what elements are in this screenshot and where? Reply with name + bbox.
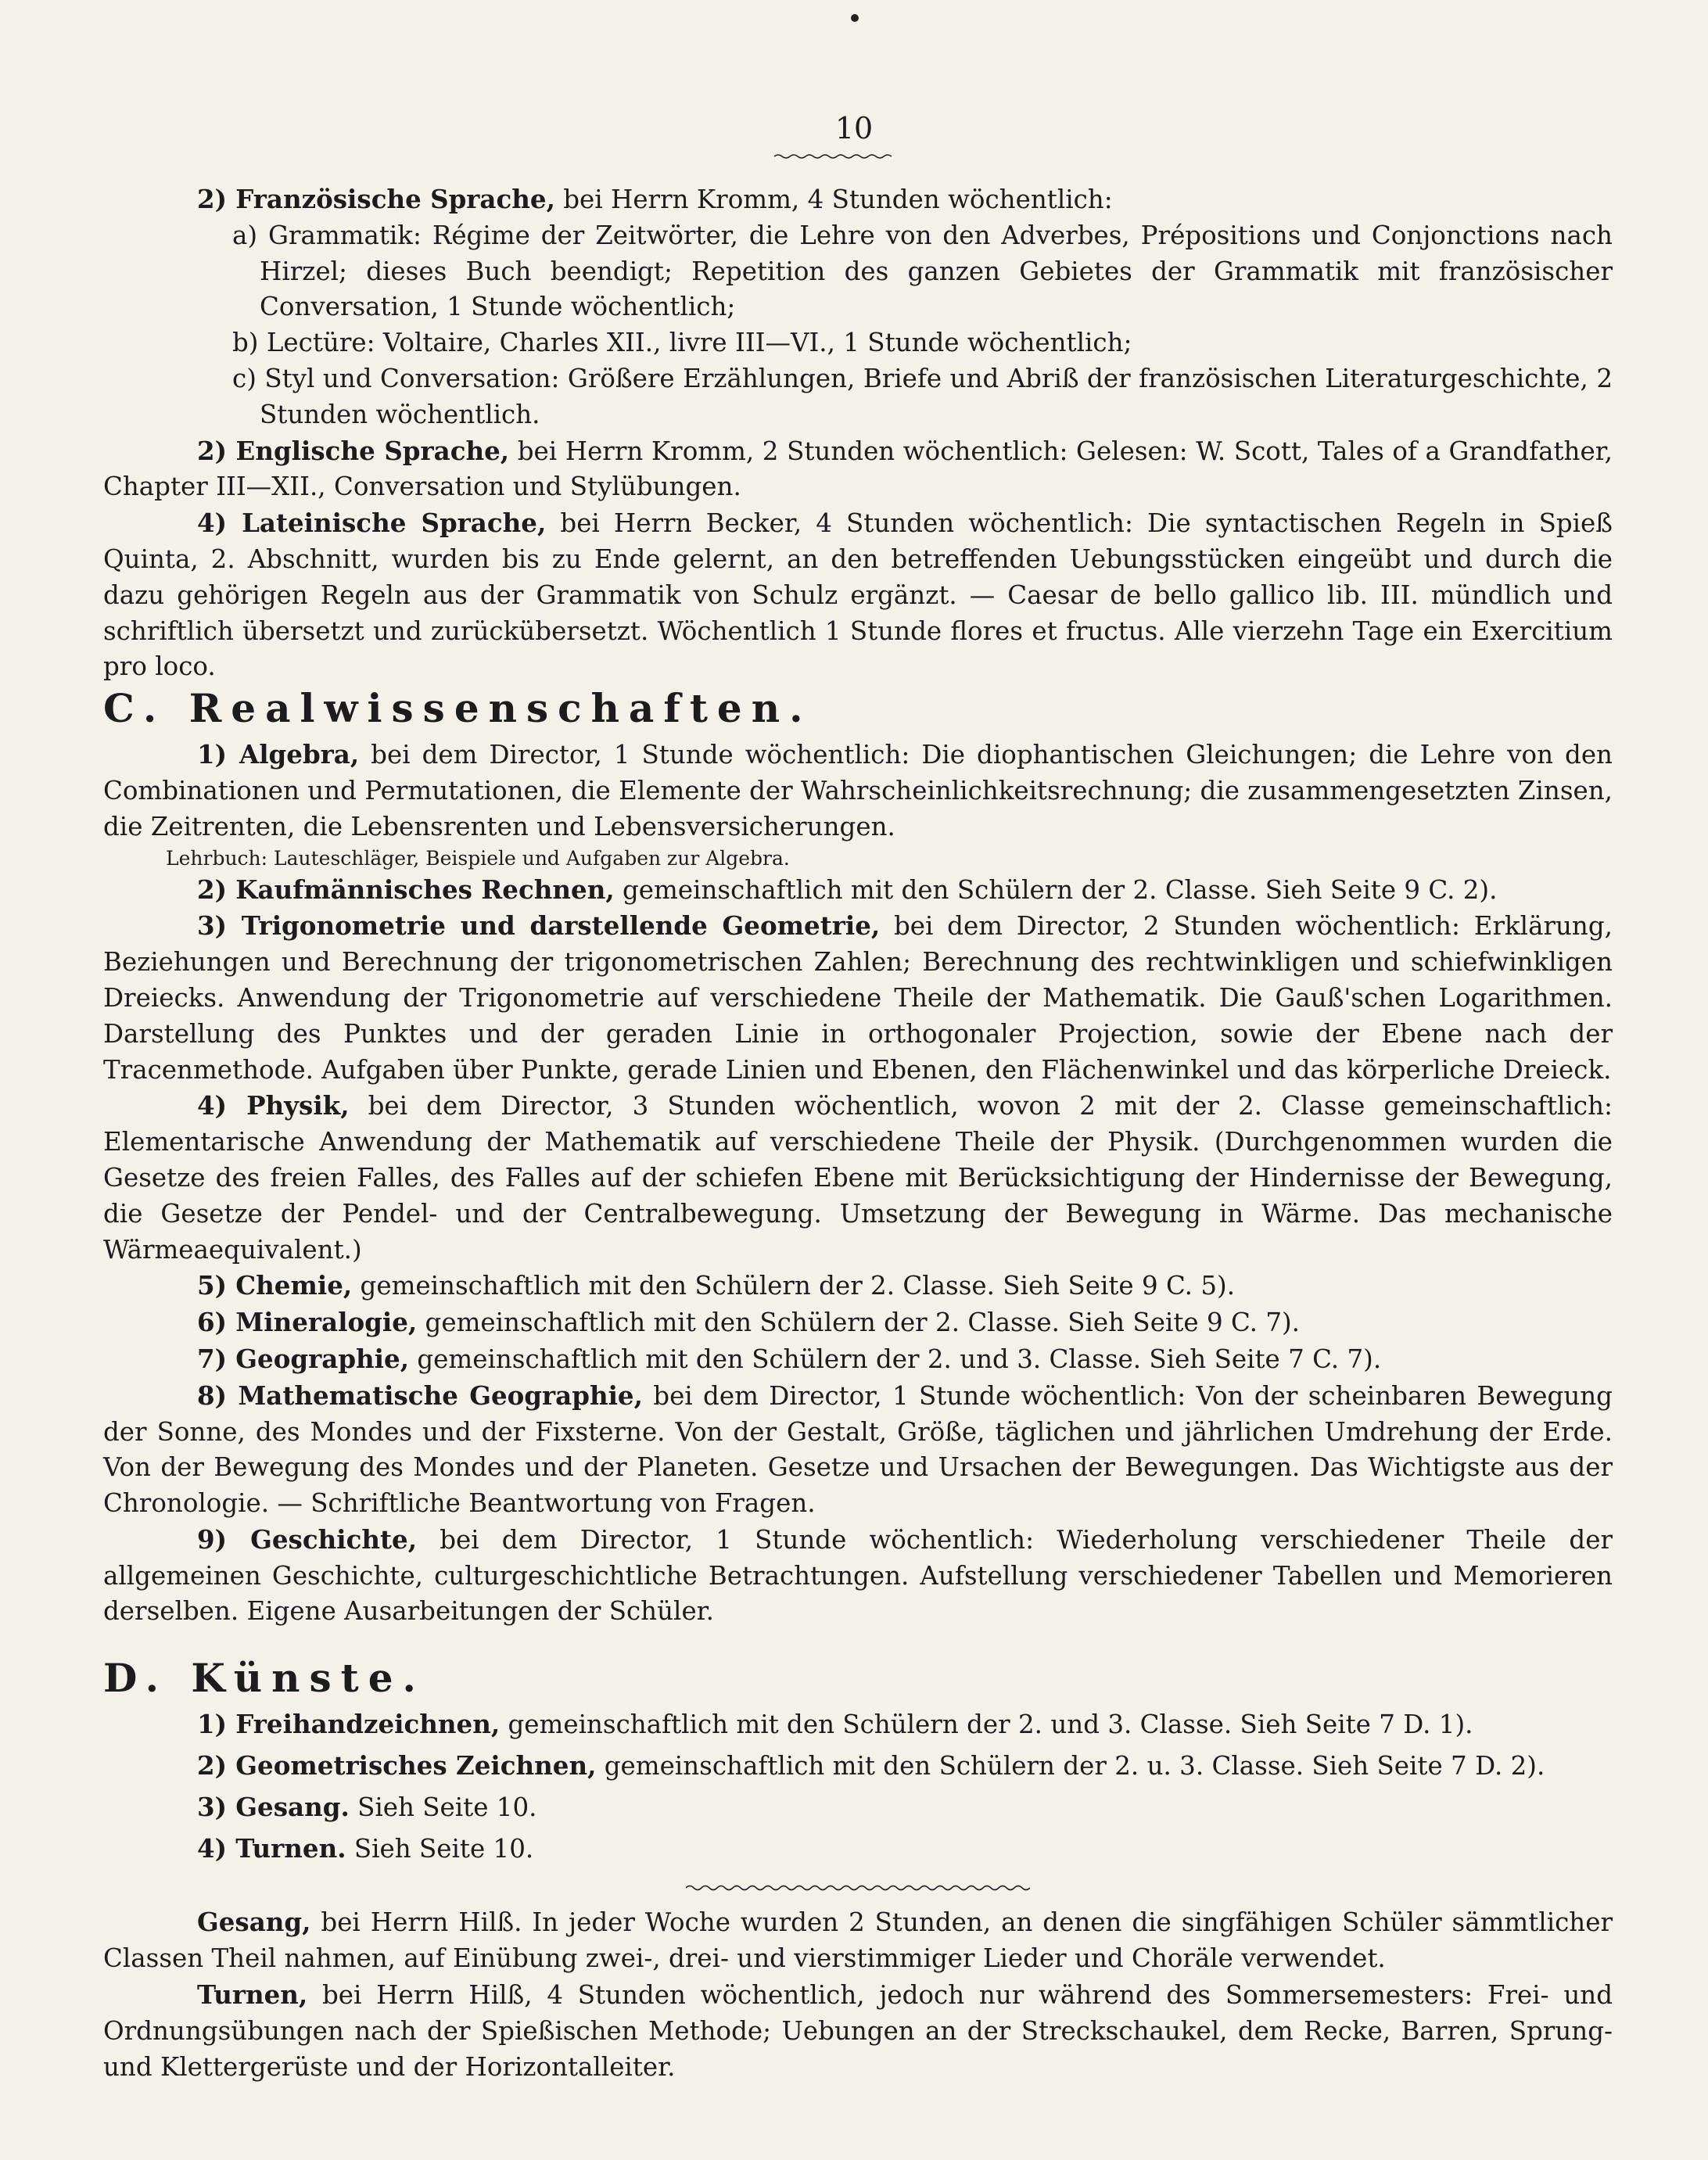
item-title: 5) Chemie, bbox=[197, 1270, 353, 1301]
item-text: bei dem Director, 2 Stunden wöchentlich: Erklärung, Beziehungen und Berechnung der trigonometrischen Zahlen; Berechnung des rechtwinkligen und schiefwinkligen Dreiecks. Anwendung der Trigonometrie auf verschiedene Theile der Mathematik. Die Gauß'schen Logarithmen. Darstellung des Punktes und der geraden Linie in orthogonaler Projection, sowie der Ebene nach der Tracenmethode. Aufgaben über Punkte, gerade Linien und Ebenen, den Flächenwinkel und das körperliche Dreieck. bbox=[103, 911, 1613, 1085]
paragraph-english bbox=[103, 433, 1613, 506]
page-body bbox=[103, 181, 1613, 2085]
item-title: 2) Englische Sprache, bbox=[197, 435, 510, 466]
paragraph-gymnastics-ref bbox=[103, 1831, 1613, 1868]
paragraph-math-geography bbox=[103, 1378, 1613, 1522]
item-title: Turnen, bbox=[197, 1979, 308, 2011]
item-text: bei dem Director, 3 Stunden wöchentlich, wovon 2 mit der 2. Classe gemeinschaftlich: Elementarische Anwendung der Mathematik auf verschiedene Theile der Physik. (Durchgenommen wurden die Gesetze des freien Falles, des Falles auf der schiefen Ebene mit Berücksichtigung der Hindernisse der Bewegung, die Gesetze der Pendel- und der Centralbewegung. Umsetzung der Bewegung in Wärme. Das mechanische Wärmeaequivalent.) bbox=[103, 1091, 1613, 1265]
paragraph-french-c: c) Styl und Conversation: Größere Erzählungen, Briefe und Abriß der französischen Literaturgeschichte, 2 Stunden wöchentlich. bbox=[232, 363, 1613, 429]
paragraph-chemistry bbox=[103, 1268, 1613, 1304]
item-text: bei dem Director, 1 Stunde wöchentlich: Die diophantischen Gleichungen; die Lehre von den Combinationen und Permutationen, die Elemente der Wahrscheinlichkeitsrechnung; die zusammengesetzten Zinsen, die Zeitrenten, die Lebensrenten und Lebensversicherungen. bbox=[103, 740, 1613, 841]
item-text: gemeinschaftlich mit den Schülern der 2. Classe. Sieh Seite 9 C. 7). bbox=[417, 1308, 1301, 1338]
item-title: 4) Turnen. bbox=[197, 1832, 346, 1864]
paragraph-french-b: b) Lectüre: Voltaire, Charles XII., livre III—VI., 1 Stunde wöchentlich; bbox=[232, 328, 1132, 358]
paragraph-trigonometry bbox=[103, 908, 1613, 1088]
item-title: 8) Mathematische Geographie, bbox=[197, 1380, 643, 1411]
paragraph-algebra bbox=[103, 737, 1613, 845]
paragraph-french-a: a) Grammatik: Régime der Zeitwörter, die Lehre von den Adverbes, Prépositions und Conjonctions nach Hirzel; dieses Buch beendigt; Repetition des ganzen Gebietes der Grammatik mit französischer Conversation, 1 Stunde wöchentlich; bbox=[232, 220, 1613, 322]
item-title: 2) Französische Sprache, bbox=[197, 184, 555, 214]
paragraph-history bbox=[103, 1522, 1613, 1630]
paragraph-singing bbox=[103, 1904, 1613, 1977]
wavy-separator-icon bbox=[686, 1884, 1030, 1892]
section-heading-d: D. Künste. bbox=[103, 1655, 425, 1702]
paragraph-physics bbox=[103, 1088, 1613, 1268]
item-text: Sieh Seite 10. bbox=[346, 1833, 534, 1864]
item-title: 2) Geometrisches Zeichnen, bbox=[197, 1750, 597, 1781]
item-title: 1) Algebra, bbox=[197, 739, 360, 770]
page-number: 10 bbox=[834, 111, 874, 145]
item-text: gemeinschaftlich mit den Schülern der 2. Classe. Sieh Seite 9 C. 5). bbox=[352, 1271, 1236, 1301]
item-text: Sieh Seite 10. bbox=[349, 1792, 537, 1822]
ink-dot bbox=[851, 14, 859, 22]
paragraph-singing-ref bbox=[103, 1789, 1613, 1826]
item-title: 1) Freihandzeichnen, bbox=[197, 1709, 501, 1740]
item-text: gemeinschaftlich mit den Schülern der 2. Classe. Sieh Seite 9 C. 2). bbox=[614, 874, 1498, 905]
paragraph-geometric-drawing bbox=[103, 1748, 1613, 1785]
item-text: gemeinschaftlich mit den Schülern der 2. u. 3. Classe. Sieh Seite 7 D. 2). bbox=[596, 1751, 1545, 1781]
wavy-rule-icon bbox=[774, 153, 892, 160]
item-title: 4) Lateinische Sprache, bbox=[197, 508, 547, 539]
item-title: 2) Kaufmännisches Rechnen, bbox=[197, 874, 615, 905]
paragraph-commercial-arithmetic bbox=[103, 872, 1613, 909]
paragraph-mineralogy bbox=[103, 1304, 1613, 1341]
item-title: 3) Gesang. bbox=[197, 1791, 350, 1822]
item-text: bei Herrn Becker, 4 Stunden wöchentlich: Die syntactischen Regeln in Spieß Quinta, 2. Abschnitt, wurden bis zu Ende gelernt, an den betreffenden Uebungsstücken eingeübt und durch die dazu gehörigen Regeln aus der Grammatik von Schulz ergänzt. — Caesar de bello gallico lib. III. mündlich und schriftlich übersetzt und zurückübersetzt. Wöchentlich 1 Stunde flores et fructus. Alle vierzehn Tage ein Exercitium pro loco. bbox=[103, 508, 1613, 682]
item-text: bei Herrn Hilß, 4 Stunden wöchentlich, jedoch nur während des Sommersemesters: Frei- und Ordnungsübungen nach der Spießischen Methode; Uebungen an der Streckschaukel, dem Recke, Barren, Sprung- und Klettergerüste und der Horizontalleiter. bbox=[103, 1980, 1613, 2082]
item-text: bei Herrn Hilß. In jeder Woche wurden 2 Stunden, an denen die singfähigen Schüler sämmtlicher Classen Theil nahmen, auf Einübung zwei-, drei- und vierstimmiger Lieder und Choräle verwendet. bbox=[103, 1907, 1613, 1974]
item-title: 7) Geographie, bbox=[197, 1343, 410, 1374]
item-text: bei dem Director, 1 Stunde wöchentlich: Wiederholung verschiedener Theile der allgemeinen Geschichte, culturgeschichtliche Betrachtungen. Aufstellung verschiedener Tabellen und Memorieren derselben. Eigene Ausarbeitungen der Schüler. bbox=[103, 1524, 1613, 1627]
item-title: 6) Mineralogie, bbox=[197, 1307, 418, 1338]
section-heading-c: C. Realwissenschaften. bbox=[103, 685, 813, 732]
item-text: bei dem Director, 1 Stunde wöchentlich: Von der scheinbaren Bewegung der Sonne, des Mondes und der Fixsterne. Von der Gestalt, Größe, täglichen und jährlichen Umdrehung der Erde. Von der Bewegung des Mondes und der Planeten. Gesetze und Ursachen der Bewegungen. Das Wichtigste aus der Chronologie. — Schriftliche Beantwortung von Fragen. bbox=[103, 1380, 1613, 1519]
textbook-note: Lehrbuch: Lauteschläger, Beispiele und Aufgaben zur Algebra. bbox=[166, 846, 790, 870]
paragraph-french bbox=[103, 181, 1613, 218]
item-title: 9) Geschichte, bbox=[197, 1523, 418, 1555]
item-text: bei Herrn Kromm, 2 Stunden wöchentlich: Gelesen: W. Scott, Tales of a Grandfather, Chapter III—XII., Conversation und Stylübungen. bbox=[103, 436, 1613, 502]
paragraph-freehand bbox=[103, 1706, 1613, 1743]
paragraph-latin bbox=[103, 505, 1613, 685]
item-title: 3) Trigonometrie und darstellende Geometrie, bbox=[197, 910, 881, 942]
item-title: Gesang, bbox=[197, 1907, 311, 1938]
paragraph-gymnastics bbox=[103, 1977, 1613, 2085]
paragraph-geography bbox=[103, 1341, 1613, 1378]
item-text: gemeinschaftlich mit den Schülern der 2. und 3. Classe. Sieh Seite 7 D. 1). bbox=[500, 1710, 1473, 1740]
item-text: gemeinschaftlich mit den Schülern der 2. und 3. Classe. Sieh Seite 7 C. 7). bbox=[409, 1344, 1382, 1374]
item-title: 4) Physik, bbox=[197, 1090, 350, 1121]
item-text: bei Herrn Kromm, 4 Stunden wöchentlich: bbox=[554, 185, 1113, 214]
